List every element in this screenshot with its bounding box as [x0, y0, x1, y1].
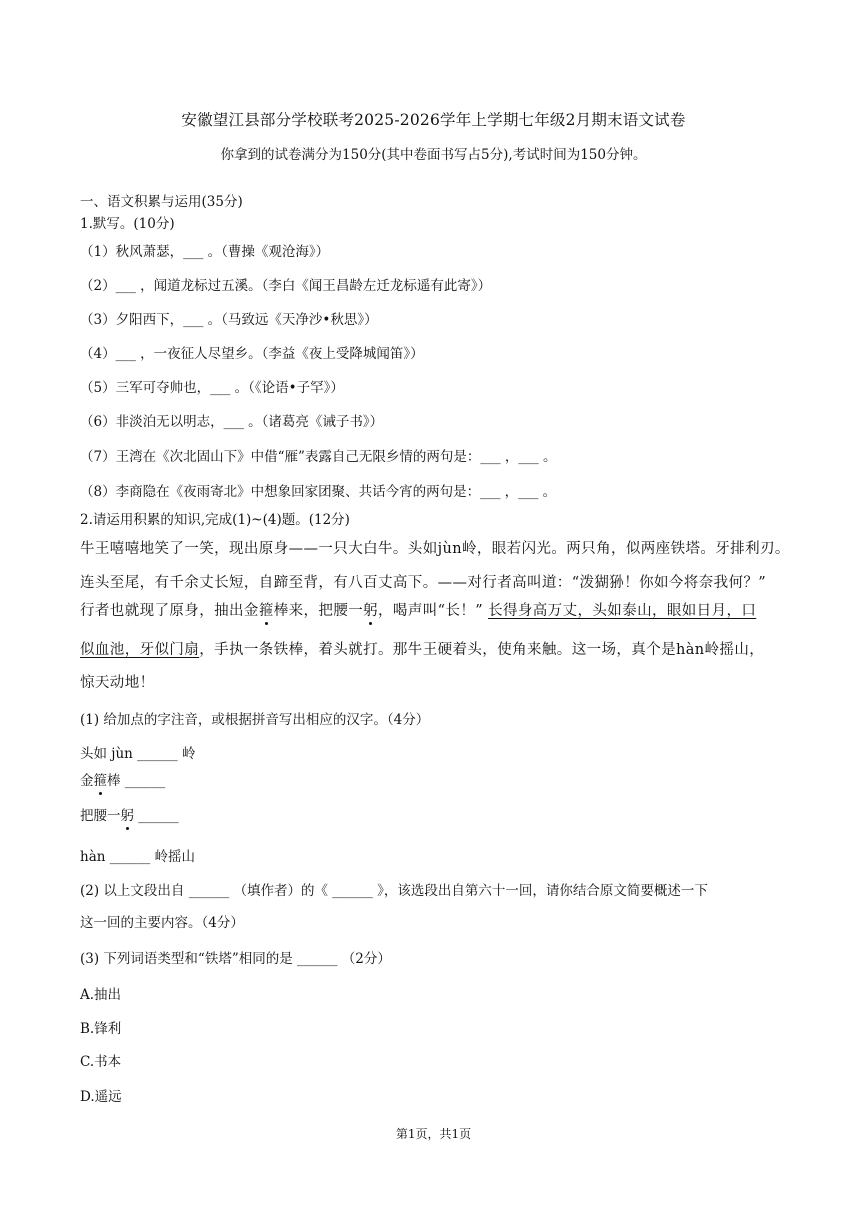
q1-item-2: （2）___ ，闻道龙标过五溪。（李白《闻王昌龄左迁龙标遥有此寄》）	[80, 278, 492, 294]
passage-line-2: 连头至尾，有千余丈长短，自蹄至背，有八百丈高下。——对行者高叫道：“泼猢狲！你如今将奈我何？”	[80, 575, 767, 591]
exam-subtitle: 你拿到的试卷满分为150分(其中卷面书写占5分),考试时间为150分钟。	[220, 147, 647, 163]
option-c: C.书本	[80, 1054, 122, 1070]
passage-line-1: 牛王嘻嘻地笑了一笑，现出原身——一只大白牛。头如jùn岭，眼若闪光。两只角，似两座铁塔。牙排利刃。	[80, 541, 790, 557]
dotted-char: 躬	[120, 808, 134, 824]
answer-text: 把腰一	[80, 808, 121, 824]
q1-item-6: （6）非淡泊无以明志，___ 。（诸葛亮《诫子书》）	[80, 414, 384, 430]
question-1-heading: 1.默写。(10分)	[80, 216, 175, 232]
sub-question-1-heading: (1) 给加点的字注音，或根据拼音写出相应的汉字。（4分）	[80, 712, 430, 728]
answer-text: 棒 ______	[107, 773, 166, 789]
answer-text: ______	[134, 808, 179, 824]
dotted-char: 箍	[258, 603, 274, 619]
option-a: A.抽出	[80, 987, 122, 1003]
q1-item-1: （1）秋风萧瑟，___ 。（曹操《观沧海》）	[80, 244, 330, 260]
sub-question-2-line-2: 这一回的主要内容。（4分）	[80, 915, 244, 931]
q1-item-5: （5）三军可夺帅也，___ 。（《论语•子罕》）	[80, 380, 344, 396]
passage-text: 棒来，把腰一	[273, 603, 364, 619]
q1-item-7: （7）王湾在《次北固山下》中借“雁”表露自己无限乡情的两句是：___ ，___ 。	[80, 449, 557, 465]
q1-item-8: （8）李商隐在《夜雨寄北》中想象回家团聚、共话今宵的两句是：___ ，___ 。	[80, 484, 557, 500]
option-b: B.锋利	[80, 1021, 122, 1037]
passage-text: 行者也就现了原身，抽出金	[80, 603, 259, 619]
exam-title: 安徽望江县部分学校联考2025-2026学年上学期七年级2月期末语文试卷	[181, 111, 686, 129]
option-d: D.遥远	[80, 1089, 122, 1105]
passage-line-3	[80, 599, 756, 620]
sub1-answer-2	[80, 769, 165, 789]
dotted-char: 箍	[93, 773, 107, 789]
sub-question-3-heading: (3) 下列词语类型和“铁塔”相同的是 ______ （2分）	[80, 951, 391, 967]
passage-line-4	[80, 638, 764, 659]
q1-item-4: （4）___ ，一夜征人尽望乡。（李益《夜上受降城闻笛》）	[80, 346, 424, 362]
sub1-answer-4: hàn ______ 岭摇山	[80, 849, 196, 865]
sub-question-2-line-1: (2) 以上文段出自 ______ （填作者）的《 ______ 》，该选段出自第六十一回，请你结合原文简要概述一下	[80, 883, 708, 899]
underlined-text: 长得身高万丈，头如泰山，眼如日月，口	[488, 603, 757, 619]
passage-text: ，喝声叫“长！”	[378, 603, 484, 619]
page-footer: 第1页，共1页	[395, 1127, 472, 1141]
section-heading: 一、语文积累与运用(35分)	[80, 194, 243, 210]
passage-text: ，手执一条铁棒，着头就打。那牛王硬着头，使角来触。这一场，真个是hàn岭摇山，	[199, 642, 765, 658]
underlined-text: 似血池，牙似门扇	[80, 642, 200, 658]
question-2-heading: 2.请运用积累的知识,完成(1)~(4)题。(12分)	[80, 512, 350, 528]
sub1-answer-1: 头如 jùn ______ 岭	[80, 746, 196, 762]
sub1-answer-3	[80, 804, 179, 824]
q1-item-3: （3）夕阳西下，___ 。（马致远《天净沙•秋思》）	[80, 312, 378, 328]
answer-text: 金	[80, 773, 94, 789]
dotted-char: 躬	[363, 603, 379, 619]
passage-line-5: 惊天动地！	[80, 675, 155, 691]
